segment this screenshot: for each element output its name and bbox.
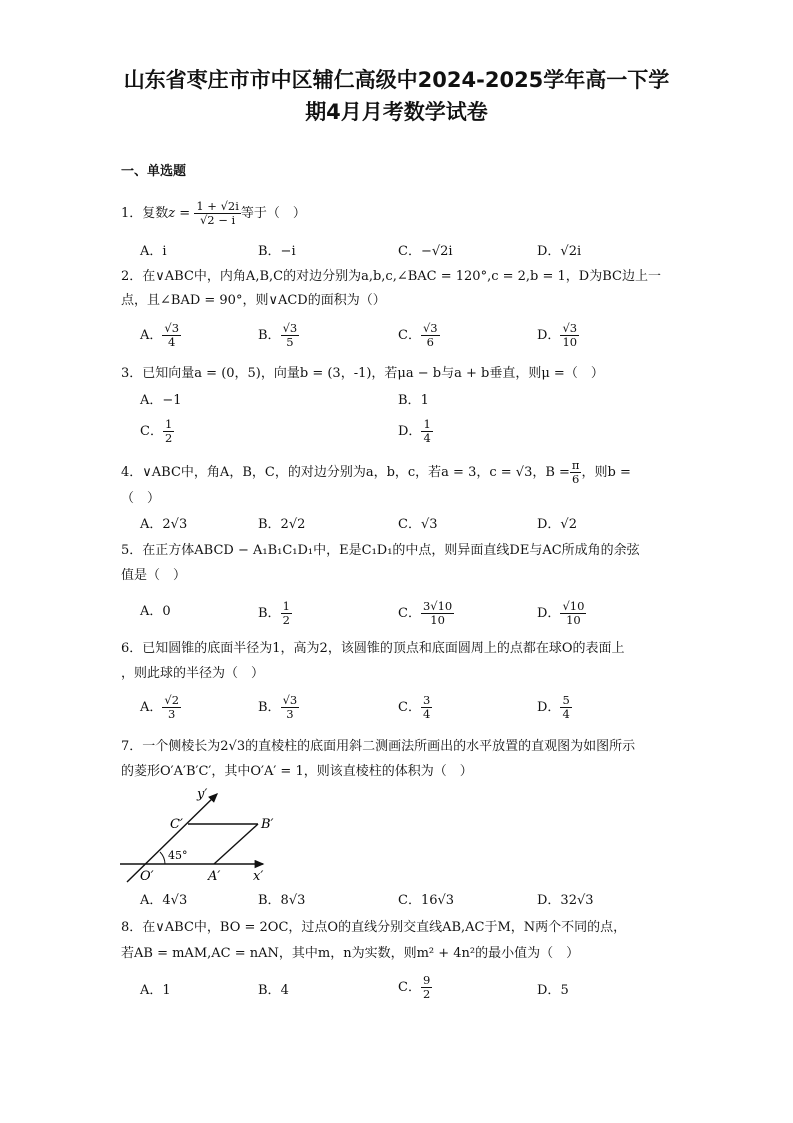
label-b-prime: B′ <box>261 817 274 832</box>
option-d <box>537 982 569 1000</box>
math-fraction <box>570 459 582 486</box>
option-label: C． <box>398 328 421 343</box>
option-value: 1 <box>162 983 171 998</box>
math-fraction <box>281 694 300 721</box>
question-7-line-2: 的菱形O′A′B′C′，其中O′A′ = 1，则该直棱柱的体积为（ ） <box>121 764 473 779</box>
option-label: A． <box>140 393 163 408</box>
fraction-numerator: 5 <box>562 693 570 707</box>
math-fraction <box>421 600 454 627</box>
fraction-denominator: 4 <box>423 431 431 445</box>
label-o-prime: O′ <box>140 869 154 884</box>
option-c: C．16√3 <box>398 893 455 908</box>
option-b <box>398 392 429 410</box>
math-var: z = <box>168 206 191 221</box>
option-label: C． <box>398 700 421 715</box>
option-d <box>537 600 586 627</box>
fraction-denominator: 10 <box>566 613 581 627</box>
option-value: 0 <box>162 604 171 619</box>
fraction-numerator: 1 + √2i <box>196 199 239 213</box>
option-d <box>537 322 579 349</box>
rhombus-figure <box>115 782 285 887</box>
option-a <box>140 322 181 349</box>
question-2 <box>121 267 661 287</box>
math-fraction <box>163 418 174 445</box>
question-number: 7． <box>121 739 143 754</box>
fraction-numerator: √2 <box>164 693 180 707</box>
fraction-denominator: 5 <box>286 335 294 349</box>
option-b <box>258 694 299 721</box>
question-1 <box>121 200 306 227</box>
option-a <box>140 694 181 721</box>
question-4-line-2: （ ） <box>121 491 161 506</box>
fraction-denominator: 6 <box>426 335 434 349</box>
option-c: C．−√2i <box>398 244 453 259</box>
option-b <box>258 322 299 349</box>
option-value: 5 <box>560 983 569 998</box>
question-number: 6． <box>121 641 143 656</box>
fraction-denominator: 6 <box>572 472 580 486</box>
option-c <box>398 322 440 349</box>
option-label: D． <box>537 328 561 343</box>
question-4 <box>121 459 631 486</box>
option-b <box>258 982 289 1000</box>
fraction-numerator: 1 <box>423 417 431 431</box>
question-8 <box>121 918 626 938</box>
option-a: A．i <box>140 244 167 259</box>
exam-title-line-2: 期4月月考数学试卷 <box>305 100 488 124</box>
math-fraction <box>421 974 432 1001</box>
option-label: D． <box>537 700 561 715</box>
question-text: ∨ABC中，角A，B，C，的对边分别为a，b，c，若a = 3，c = √3，B = <box>142 465 570 480</box>
fraction-denominator: 2 <box>282 613 290 627</box>
fraction-denominator: 4 <box>168 335 176 349</box>
label-a-prime: A′ <box>208 869 221 884</box>
fraction-denominator: 4 <box>422 707 431 721</box>
fraction-denominator: √2 − i <box>199 213 236 227</box>
option-value: 1 <box>420 393 429 408</box>
option-label: B． <box>258 328 281 343</box>
option-label: A． <box>140 983 163 998</box>
label-x-prime: x′ <box>253 869 264 884</box>
question-number: 8． <box>121 920 143 935</box>
option-b: B．2√2 <box>258 517 306 532</box>
option-label: D． <box>537 606 561 621</box>
fraction-denominator: 4 <box>562 707 570 721</box>
fraction-denominator: 2 <box>422 987 431 1001</box>
math-fraction <box>421 322 440 349</box>
question-text: 已知向量a = (0，5)，向量b = (3，-1)，若μa − b与a + b垂直，则μ =（ ） <box>142 366 604 381</box>
fraction-numerator: √3 <box>282 321 298 335</box>
fraction-numerator: √3 <box>282 693 298 707</box>
math-fraction <box>421 694 432 721</box>
option-d <box>398 418 433 445</box>
math-fraction <box>560 322 579 349</box>
option-label: B． <box>258 606 281 621</box>
section-heading: 一、单选题 <box>121 164 187 179</box>
math-fraction <box>421 418 432 445</box>
question-text: 在∨ABC中，内角A,B,C的对边分别为a,b,c,∠BAC = 120°,c = 2,b = 1，D为BC边上一 <box>142 269 661 284</box>
label-angle: 45° <box>168 849 188 862</box>
option-label: C． <box>140 424 163 439</box>
option-a <box>140 603 171 621</box>
fraction-numerator: √3 <box>164 321 180 335</box>
option-a <box>140 392 182 410</box>
question-7 <box>121 737 635 757</box>
math-fraction <box>281 322 300 349</box>
math-fraction <box>560 694 571 721</box>
exam-title-line-1: 山东省枣庄市市中区辅仁高级中2024-2025学年高一下学 <box>123 68 670 92</box>
question-6-line-2: ，则此球的半径为（ ） <box>121 666 265 681</box>
question-number: 3． <box>121 366 143 381</box>
option-label: C． <box>398 606 421 621</box>
option-c: C．√3 <box>398 517 438 532</box>
option-value: −1 <box>162 393 182 408</box>
question-text: 在∨ABC中，BO = 2OC，过点O的直线分别交直线AB,AC于M，N两个不同的点， <box>142 920 627 935</box>
option-label: B． <box>258 700 281 715</box>
question-2-line-2: 点，且∠BAD = 90°，则∨ACD的面积为（） <box>121 293 386 308</box>
question-number: 4． <box>121 465 143 480</box>
option-c <box>398 600 454 627</box>
question-text: 一个侧棱长为2√3的直棱柱的底面用斜二测画法所画出的水平放置的直观图为如图所示 <box>142 739 636 754</box>
fraction-denominator: 3 <box>286 707 294 721</box>
option-a <box>140 982 171 1000</box>
option-b <box>258 600 292 627</box>
math-fraction <box>194 200 241 227</box>
math-fraction <box>281 600 292 627</box>
fraction-numerator: 1 <box>164 417 173 431</box>
option-label: C． <box>398 980 421 995</box>
option-label: A． <box>140 700 163 715</box>
fraction-numerator: 9 <box>422 973 431 987</box>
fraction-numerator: 3√10 <box>422 599 453 613</box>
question-text: 已知圆锥的底面半径为1，高为2，该圆锥的顶点和底面圆周上的点都在球O的表面上 <box>142 641 625 656</box>
option-d <box>537 694 572 721</box>
math-fraction <box>162 694 181 721</box>
option-value: 4 <box>280 983 289 998</box>
option-label: A． <box>140 604 163 619</box>
fraction-numerator: √3 <box>562 321 578 335</box>
option-label: D． <box>537 983 561 998</box>
fraction-denominator: 3 <box>168 707 176 721</box>
option-d: D．√2 <box>537 517 577 532</box>
option-b: B．8√3 <box>258 893 306 908</box>
option-a: A．4√3 <box>140 893 188 908</box>
question-5 <box>121 541 640 561</box>
option-c <box>398 694 432 721</box>
fraction-numerator: √3 <box>422 321 438 335</box>
fraction-denominator: 10 <box>430 613 445 627</box>
label-y-prime: y′ <box>197 787 208 802</box>
option-d: D．√2i <box>537 244 582 259</box>
edge-a-b <box>214 824 258 864</box>
option-label: D． <box>398 424 422 439</box>
option-c <box>398 974 432 1001</box>
angle-arc <box>160 852 165 864</box>
fraction-denominator: 2 <box>164 431 173 445</box>
math-fraction <box>162 322 181 349</box>
question-number: 1． <box>121 206 143 221</box>
option-d: D．32√3 <box>537 893 594 908</box>
fraction-numerator: 1 <box>282 599 290 613</box>
fraction-numerator: 3 <box>422 693 431 707</box>
question-text: 复数 <box>142 206 169 221</box>
question-text: 等于（ ） <box>240 206 306 221</box>
math-fraction <box>560 600 586 627</box>
question-8-line-2: 若AB = mAM,AC = nAN，其中m，n为实数，则m² + 4n²的最小值为（ ） <box>121 946 580 961</box>
question-6 <box>121 639 624 659</box>
option-a: A．2√3 <box>140 517 188 532</box>
option-label: B． <box>398 393 421 408</box>
option-label: B． <box>258 983 281 998</box>
question-text: 在正方体ABCD − A₁B₁C₁D₁中，E是C₁D₁的中点，则异面直线DE与AC所成角的余弦 <box>142 543 640 558</box>
fraction-numerator: √10 <box>562 599 585 613</box>
question-5-line-2: 值是（ ） <box>121 568 187 583</box>
question-text: ，则b = <box>581 465 631 480</box>
question-number: 2． <box>121 269 143 284</box>
question-3 <box>121 364 604 384</box>
question-number: 5． <box>121 543 143 558</box>
fraction-denominator: 10 <box>562 335 578 349</box>
label-c-prime: C′ <box>170 817 183 832</box>
option-label: A． <box>140 328 163 343</box>
option-b: B．−i <box>258 244 296 259</box>
fraction-numerator: π <box>571 458 580 472</box>
option-c <box>140 418 174 445</box>
